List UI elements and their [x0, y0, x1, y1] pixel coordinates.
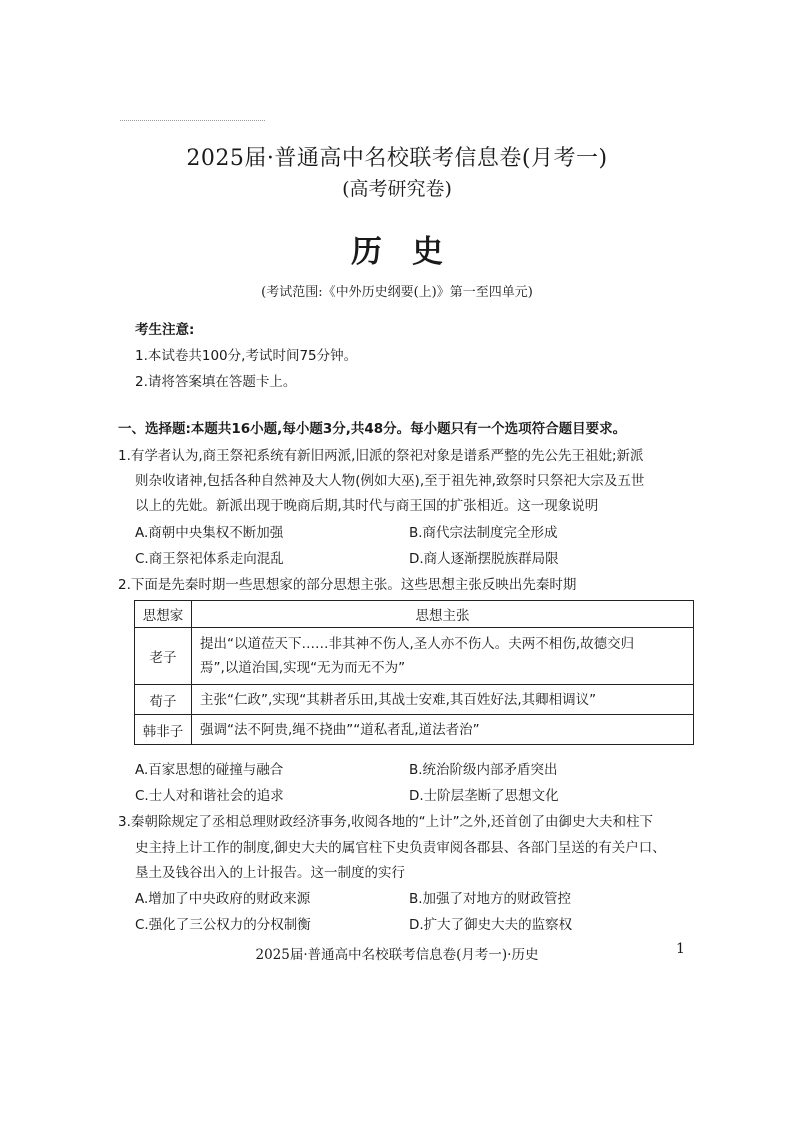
question-3-option-d: D.扩大了御史大夫的监察权 [409, 917, 573, 933]
table-row [135, 628, 694, 685]
thinker-name: 荀子 [135, 685, 192, 715]
question-2-option-c: C.士人对和谐社会的追求 [135, 788, 284, 804]
thinker-view-line: 强调“法不阿贵,绳不挠曲”“道私者乱,道法者治” [200, 721, 480, 738]
page-number: 1 [676, 941, 685, 957]
question-1-option-a: A.商朝中央集权不断加强 [135, 525, 284, 541]
question-3-option-c: C.强化了三公权力的分权制衡 [135, 917, 311, 933]
question-2-option-a: A.百家思想的碰撞与融合 [135, 762, 284, 778]
notice-title: 考生注意: [135, 322, 195, 338]
question-2-stem-line: 2.下面是先秦时期一些思想家的部分思想主张。这些思想主张反映出先秦时期 [118, 577, 577, 593]
section-heading: 一、选择题:本题共16小题,每小题3分,共48分。每小题只有一个选项符合题目要求。 [118, 421, 627, 437]
subject-title: 历史 [351, 234, 473, 270]
question-1-stem-line: 1.有学者认为,商王祭祀系统有新旧两派,旧派的祭祀对象是谱系严整的先公先王祖妣;新派 [118, 448, 644, 464]
question-2-option-d: D.士阶层垄断了思想文化 [409, 788, 559, 804]
question-3-option-a: A.增加了中央政府的财政来源 [135, 891, 311, 907]
question-1-option-d: D.商人逐渐摆脱族群局限 [409, 551, 559, 567]
notice-item: 1.本试卷共100分,考试时间75分钟。 [135, 348, 358, 364]
thinkers-table [134, 600, 694, 745]
question-1-stem-line: 则杂收诸神,包括各种自然神及大人物(例如大巫),至于祖先神,致祭时只祭祀大宗及五世 [135, 473, 645, 489]
question-1-option-c: C.商王祭祀体系走向混乱 [135, 551, 284, 567]
notice-item: 2.请将答案填在答题卡上。 [135, 374, 297, 390]
thinker-view-line: 焉”,以道治国,实现“无为而无不为” [200, 660, 406, 676]
question-3-stem-line: 史主持上计工作的制度,御史大夫的属官柱下史负责审阅各郡县、各部门呈送的有关户口、 [135, 840, 666, 856]
thinker-view-line: 提出“以道莅天下……非其神不伤人,圣人亦不伤人。夫两不相伤,故德交归 [200, 636, 635, 652]
table-row [135, 685, 694, 715]
exam-scope: (考试范围:《中外历史纲要(上)》第一至四单元) [261, 285, 533, 300]
thinker-view [192, 685, 694, 715]
thinker-view [192, 628, 694, 685]
question-3-stem-line: 垦土及钱谷出入的上计报告。这一制度的实行 [135, 865, 405, 881]
question-3-option-b: B.加强了对地方的财政管控 [409, 891, 572, 907]
question-3-stem-line: 3.秦朝除规定了丞相总理财政经济事务,收阅各地的“上计”之外,还首创了由御史大夫和柱下 [118, 814, 653, 830]
top-dotted-rule [120, 120, 265, 121]
page-footer: 2025届·普通高中名校联考信息卷(月考一)·历史 [255, 947, 539, 963]
table-header-thinker: 思想家 [135, 601, 192, 628]
question-1-option-b: B.商代宗法制度完全形成 [409, 525, 558, 541]
thinker-name: 老子 [135, 628, 192, 685]
table-header-view: 思想主张 [192, 601, 694, 628]
exam-subtitle: (高考研究卷) [342, 178, 452, 200]
question-2-option-b: B.统治阶级内部矛盾突出 [409, 762, 558, 778]
question-1-stem-line: 以上的先妣。新派出现于晚商后期,其时代与商王国的扩张相近。这一现象说明 [135, 498, 599, 514]
exam-title: 2025届·普通高中名校联考信息卷(月考一) [186, 146, 608, 171]
thinker-view-line: 主张“仁政”,实现“其耕者乐田,其战士安难,其百姓好法,其卿相调议” [200, 691, 597, 708]
table-row [135, 715, 694, 745]
table-header-row [135, 601, 694, 628]
thinker-view [192, 715, 694, 745]
thinker-name: 韩非子 [135, 715, 192, 745]
